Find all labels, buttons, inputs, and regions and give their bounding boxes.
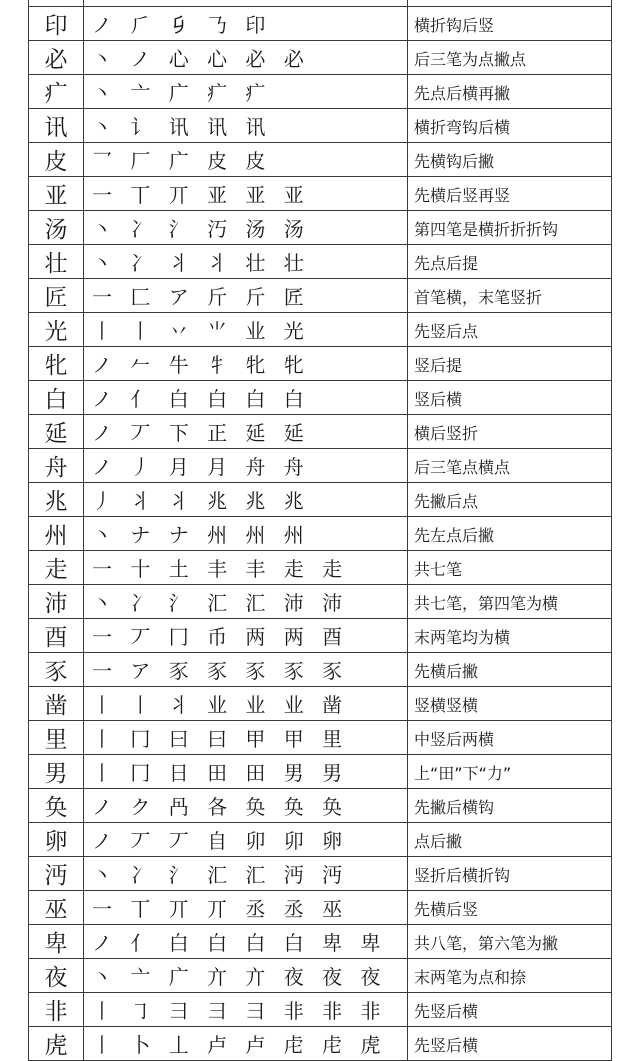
- stroke-note-cell: 后三笔为点撇点: [408, 40, 612, 74]
- stroke-note-cell: 先点后提: [408, 244, 612, 278]
- table-row: [29, 482, 612, 516]
- character-cell: 汤: [29, 210, 84, 244]
- table-body: [29, 0, 612, 1060]
- stroke-sequence-cell: ノ 丆 丆 自 卯 卯 卵: [84, 822, 408, 856]
- character-cell: 舟: [29, 448, 84, 482]
- stroke-note-cell: 竖后提: [408, 346, 612, 380]
- stroke-note-cell: 末两笔均为横: [408, 618, 612, 652]
- stroke-sequence-cell: 丶 冫 氵 汇 汇 沛 沛: [84, 584, 408, 618]
- table-row: [29, 754, 612, 788]
- stroke-sequence-cell: ノ ⺁ 𠂎 𠄎 印: [84, 6, 408, 40]
- table-row: [29, 210, 612, 244]
- character-cell: 延: [29, 414, 84, 448]
- stroke-note-cell: 先竖后点: [408, 312, 612, 346]
- character-cell: 印: [29, 6, 84, 40]
- table-row: [29, 414, 612, 448]
- stroke-sequence-cell: 丨 卜 丄 卢 卢 虍 虍 虎: [84, 1026, 408, 1060]
- stroke-note-cell: 横折弯钩后横: [408, 108, 612, 142]
- character-cell: 虎: [29, 1026, 84, 1060]
- table-row: [29, 958, 612, 992]
- stroke-sequence-cell: ノ ク 冎 各 奂 奂 奂: [84, 788, 408, 822]
- character-cell: 夜: [29, 958, 84, 992]
- stroke-sequence-cell: ノ 丆 下 正 延 延: [84, 414, 408, 448]
- character-cell: 壮: [29, 244, 84, 278]
- character-cell: 巫: [29, 890, 84, 924]
- stroke-note-cell: 首笔横，末笔竖折: [408, 278, 612, 312]
- stroke-sequence-cell: 丶 冫 氵 汅 汤 汤: [84, 210, 408, 244]
- table-row: [29, 822, 612, 856]
- table-row: [29, 312, 612, 346]
- character-cell: 酉: [29, 618, 84, 652]
- stroke-sequence-cell: 一 ア 豕 豕 豕 豕 豕: [84, 652, 408, 686]
- table-row: [29, 244, 612, 278]
- table-row: [29, 856, 612, 890]
- table-row: [29, 448, 612, 482]
- table-row: [29, 516, 612, 550]
- stroke-note-cell: 横后竖折: [408, 414, 612, 448]
- stroke-sequence-cell: 丶 ノ 心 心 必 必: [84, 40, 408, 74]
- table-row: [29, 720, 612, 754]
- stroke-note-cell: 共七笔，第四笔为横: [408, 584, 612, 618]
- stroke-note-cell: 先点后横再撇: [408, 74, 612, 108]
- character-cell: 豕: [29, 652, 84, 686]
- table-row: [29, 890, 612, 924]
- stroke-order-table: [28, 0, 612, 1061]
- table-row: [29, 74, 612, 108]
- character-cell: 皮: [29, 142, 84, 176]
- table-row: [29, 584, 612, 618]
- table-row: [29, 788, 612, 822]
- stroke-note-cell: 先横后竖: [408, 890, 612, 924]
- stroke-sequence-cell: 丨 冂 曰 曰 甲 甲 里: [84, 720, 408, 754]
- table-row: [29, 278, 612, 312]
- table-row: [29, 992, 612, 1026]
- character-cell: 非: [29, 992, 84, 1026]
- character-cell: 必: [29, 40, 84, 74]
- character-cell: 卑: [29, 924, 84, 958]
- stroke-sequence-cell: 丨 丨 丬 业 业 业 凿: [84, 686, 408, 720]
- character-cell: 亚: [29, 176, 84, 210]
- character-cell: 男: [29, 754, 84, 788]
- character-cell: 光: [29, 312, 84, 346]
- stroke-sequence-cell: 一 十 土 丰 丰 走 走: [84, 550, 408, 584]
- stroke-sequence-cell: 丶 冫 氵 汇 汇 沔 沔: [84, 856, 408, 890]
- character-cell: 兆: [29, 482, 84, 516]
- character-cell: 讯: [29, 108, 84, 142]
- stroke-note-cell: 先横后竖再竖: [408, 176, 612, 210]
- stroke-note-cell: 先横钩后撇: [408, 142, 612, 176]
- stroke-note-cell: 中竖后两横: [408, 720, 612, 754]
- stroke-note-cell: 先竖后横: [408, 1026, 612, 1060]
- character-cell: 走: [29, 550, 84, 584]
- stroke-sequence-cell: 乛 厂 广 皮 皮: [84, 142, 408, 176]
- table-row: [29, 618, 612, 652]
- stroke-note-cell: 上“田”下“力”: [408, 754, 612, 788]
- stroke-note-cell: 共八笔，第六笔为撇: [408, 924, 612, 958]
- stroke-note-cell: 竖后横: [408, 380, 612, 414]
- stroke-note-cell: 共七笔: [408, 550, 612, 584]
- stroke-sequence-cell: 一 丅 丌 亚 亚 亚: [84, 176, 408, 210]
- stroke-sequence-cell: ノ 亻 白 白 白 白: [84, 380, 408, 414]
- stroke-note-cell: 先横后撇: [408, 652, 612, 686]
- stroke-sequence-cell: 一 丆 冂 币 两 两 酉: [84, 618, 408, 652]
- table-row: [29, 550, 612, 584]
- table-row: [29, 176, 612, 210]
- stroke-sequence-cell: ノ 亻 白 白 白 白 卑 卑: [84, 924, 408, 958]
- table-row: [29, 380, 612, 414]
- stroke-note-cell: 竖横竖横: [408, 686, 612, 720]
- character-cell: 州: [29, 516, 84, 550]
- stroke-sequence-cell: 丶 冫 丬 丬 壮 壮: [84, 244, 408, 278]
- character-cell: 奂: [29, 788, 84, 822]
- character-cell: 凿: [29, 686, 84, 720]
- table-row: [29, 652, 612, 686]
- stroke-sequence-cell: 丨 冂 日 田 田 男 男: [84, 754, 408, 788]
- stroke-note-cell: 先左点后撇: [408, 516, 612, 550]
- stroke-note-cell: 第四笔是横折折折钩: [408, 210, 612, 244]
- stroke-note-cell: 横折钩后竖: [408, 6, 612, 40]
- table-row: [29, 40, 612, 74]
- stroke-sequence-cell: 一 丅 丌 丌 丞 丞 巫: [84, 890, 408, 924]
- table-row: [29, 142, 612, 176]
- stroke-note-cell: 点后撇: [408, 822, 612, 856]
- stroke-sequence-cell: 丶 亠 广 疒 疒: [84, 74, 408, 108]
- character-cell: 白: [29, 380, 84, 414]
- stroke-sequence-cell: 丶 ナ ナ 州 州 州: [84, 516, 408, 550]
- character-cell: 牝: [29, 346, 84, 380]
- table-row: [29, 686, 612, 720]
- table-row: [29, 108, 612, 142]
- table-row: [29, 924, 612, 958]
- stroke-note-cell: 后三笔点横点: [408, 448, 612, 482]
- stroke-sequence-cell: ノ 丿 月 月 舟 舟: [84, 448, 408, 482]
- stroke-sequence-cell: 丶 讠 讯 讯 讯: [84, 108, 408, 142]
- table-row: [29, 6, 612, 40]
- stroke-sequence-cell: 一 匚 ア 斤 斤 匠: [84, 278, 408, 312]
- stroke-sequence-cell: 丶 亠 广 亣 亣 夜 夜 夜: [84, 958, 408, 992]
- stroke-note-cell: 竖折后横折钩: [408, 856, 612, 890]
- character-cell: 里: [29, 720, 84, 754]
- stroke-sequence-cell: ノ 𠂉 牛 牜 牝 牝: [84, 346, 408, 380]
- stroke-note-cell: 先竖后横: [408, 992, 612, 1026]
- stroke-sequence-cell: 丨 ㇆ 彐 彐 彐 非 非 非: [84, 992, 408, 1026]
- stroke-note-cell: 先撇后横钩: [408, 788, 612, 822]
- character-cell: 沛: [29, 584, 84, 618]
- character-cell: 疒: [29, 74, 84, 108]
- stroke-sequence-cell: 丨 丨 丷 ⺌ 业 光: [84, 312, 408, 346]
- character-cell: 卵: [29, 822, 84, 856]
- stroke-sequence-cell: 丿 丬 丬 兆 兆 兆: [84, 482, 408, 516]
- stroke-note-cell: 末两笔为点和捺: [408, 958, 612, 992]
- table-row: [29, 346, 612, 380]
- character-cell: 匠: [29, 278, 84, 312]
- table-row: [29, 1026, 612, 1060]
- stroke-note-cell: 先撇后点: [408, 482, 612, 516]
- character-cell: 沔: [29, 856, 84, 890]
